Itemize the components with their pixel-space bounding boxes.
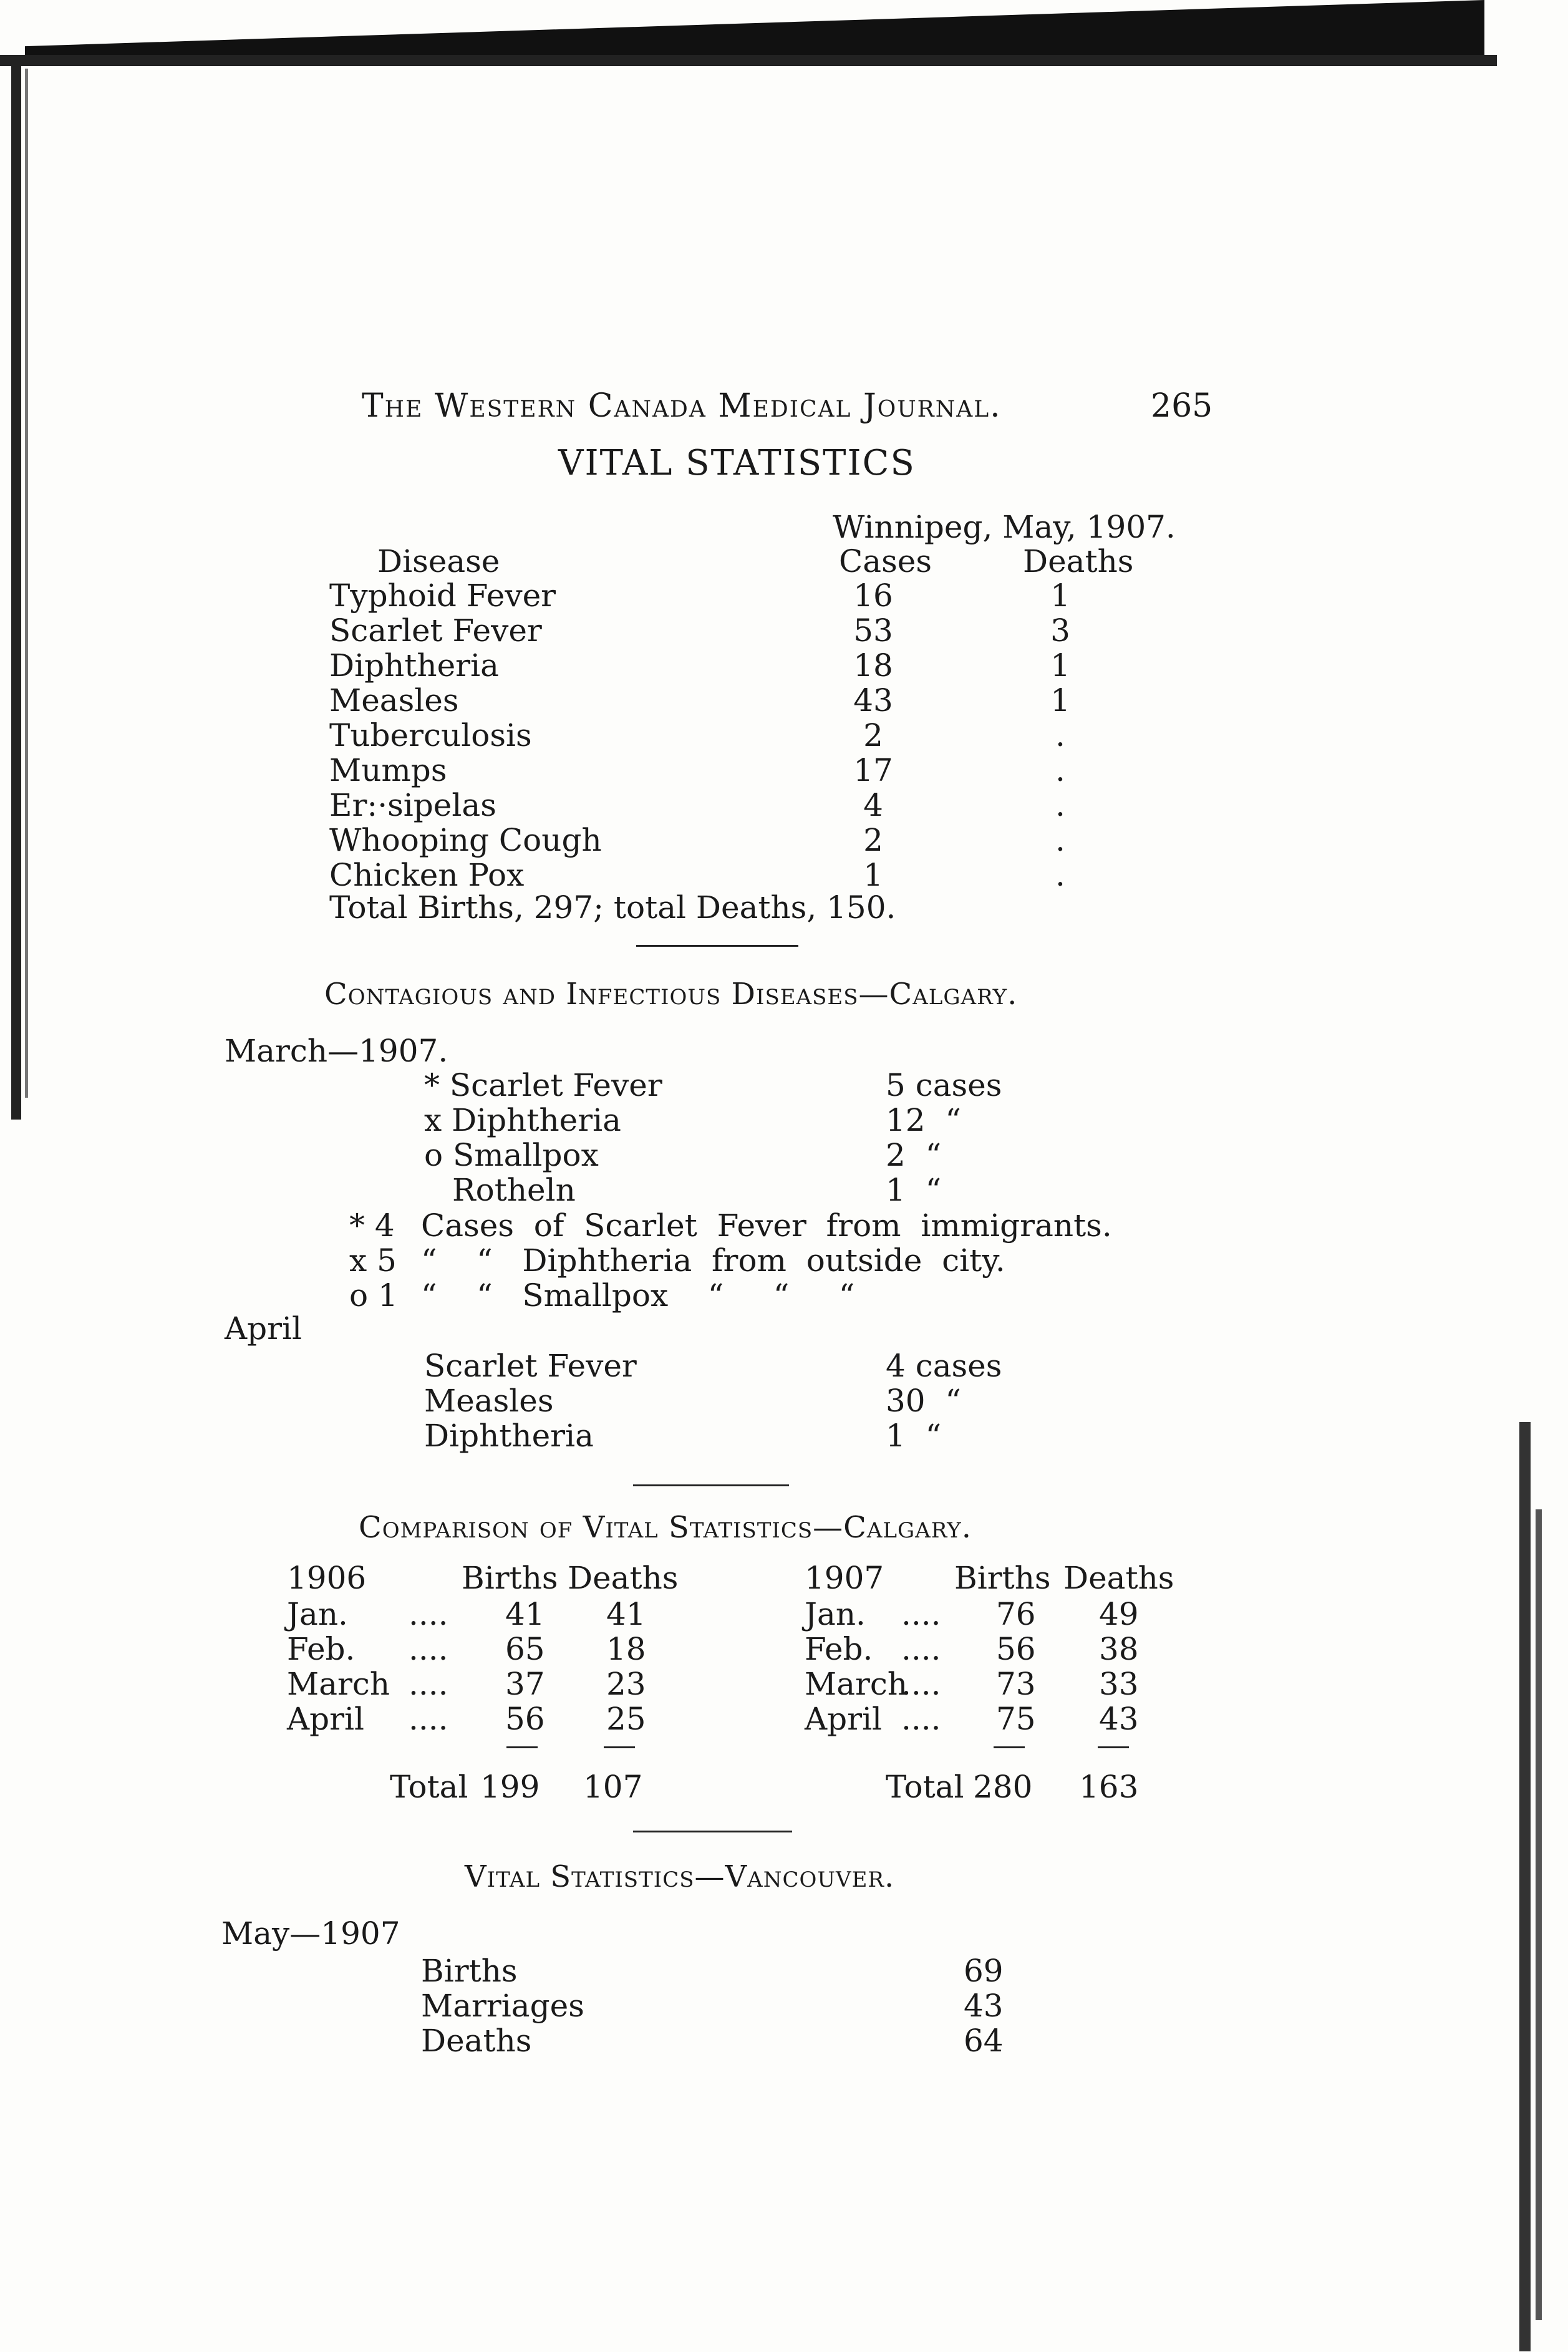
left-births-label: Births	[462, 1560, 558, 1596]
april-disease: Scarlet Fever	[424, 1348, 637, 1384]
april-disease: Measles	[424, 1383, 554, 1419]
left-total-deaths: 107	[583, 1769, 643, 1805]
left-dots: ....	[409, 1701, 448, 1737]
right-deaths-label: Deaths	[1063, 1560, 1174, 1596]
scan-top-edge	[25, 0, 1484, 59]
right-deaths: 43	[1099, 1701, 1139, 1737]
cases-value: 17	[853, 752, 893, 788]
note-mark: * 4	[349, 1207, 395, 1244]
march-count: 2 “	[886, 1137, 942, 1173]
deaths-value: .	[1055, 857, 1065, 893]
cases-value: 4	[863, 787, 883, 823]
scan-top-edge-line	[0, 55, 1497, 66]
divider	[633, 1484, 789, 1486]
deaths-value: .	[1055, 822, 1065, 858]
vancouver-period: May—1907	[221, 1915, 400, 1952]
march-disease: Rotheln	[452, 1172, 576, 1208]
right-births: 73	[996, 1666, 1036, 1702]
cases-value: 2	[863, 822, 883, 858]
page-number: 265	[1151, 387, 1213, 425]
disease-name: Diphtheria	[329, 647, 499, 684]
note-text: “ “ Smallpox “ “ “	[421, 1277, 855, 1314]
disease-name: Chicken Pox	[329, 857, 525, 893]
note-text: Cases of Scarlet Fever from immigrants.	[421, 1207, 1112, 1244]
disease-name: Er:·sipelas	[329, 787, 496, 823]
col-disease: Disease	[377, 543, 500, 579]
right-deaths: 49	[1099, 1596, 1139, 1632]
sum-rule	[506, 1746, 538, 1748]
right-month: March	[805, 1666, 908, 1702]
page-title: VITAL STATISTICS	[558, 443, 916, 483]
sum-rule	[994, 1746, 1025, 1748]
right-births: 75	[996, 1701, 1036, 1737]
march-count: 12 “	[886, 1102, 961, 1138]
deaths-value: 1	[1050, 682, 1070, 719]
journal-header: The Western Canada Medical Journal.	[362, 387, 1002, 425]
disease-name: Mumps	[329, 752, 447, 788]
march-count: 5 cases	[886, 1067, 1002, 1103]
vancouver-value: 69	[964, 1953, 1004, 1989]
winnipeg-location-date: Winnipeg, May, 1907.	[833, 509, 1176, 545]
vancouver-label: Births	[421, 1953, 518, 1989]
left-dots: ....	[409, 1631, 448, 1667]
right-month: Feb.	[805, 1631, 873, 1667]
march-disease: * Scarlet Fever	[424, 1067, 662, 1103]
cases-value: 16	[853, 578, 893, 614]
sum-rule	[1098, 1746, 1129, 1748]
right-total-deaths: 163	[1079, 1769, 1139, 1805]
cases-value: 2	[863, 717, 883, 753]
vancouver-value: 43	[964, 1988, 1004, 2024]
cases-value: 1	[863, 857, 883, 893]
left-month: March	[287, 1666, 390, 1702]
calgary-contagious-heading: Contagious and Infectious Diseases—Calgary.	[324, 977, 1018, 1012]
right-dots: ....	[901, 1666, 941, 1702]
scan-left-edge-line	[25, 69, 28, 1098]
left-births: 65	[505, 1631, 545, 1667]
deaths-value: 1	[1050, 647, 1070, 684]
april-count: 4 cases	[886, 1348, 1002, 1384]
right-total-births: 280	[973, 1769, 1033, 1805]
right-dots: ....	[901, 1596, 941, 1632]
divider	[636, 945, 798, 947]
april-count: 1 “	[886, 1418, 942, 1454]
right-births-label: Births	[954, 1560, 1051, 1596]
cases-value: 43	[853, 682, 893, 719]
winnipeg-totals: Total Births, 297; total Deaths, 150.	[329, 889, 896, 926]
right-dots: ....	[901, 1701, 941, 1737]
right-month: Jan.	[805, 1596, 866, 1632]
scan-left-edge	[11, 59, 21, 1120]
scan-right-edge	[1519, 1422, 1531, 2351]
april-disease: Diphtheria	[424, 1418, 594, 1454]
march-disease: o Smallpox	[424, 1137, 599, 1173]
deaths-value: 3	[1050, 612, 1070, 649]
left-deaths: 41	[606, 1596, 646, 1632]
march-label: March—1907.	[225, 1033, 448, 1069]
left-births: 56	[505, 1701, 545, 1737]
march-disease: x Diphtheria	[424, 1102, 621, 1138]
left-month: April	[287, 1701, 364, 1737]
right-deaths: 33	[1099, 1666, 1139, 1702]
disease-name: Whooping Cough	[329, 822, 602, 858]
divider	[633, 1831, 792, 1832]
right-total-label: Total	[886, 1769, 964, 1805]
disease-name: Scarlet Fever	[329, 612, 542, 649]
deaths-value: .	[1055, 787, 1065, 823]
vancouver-label: Deaths	[421, 2023, 532, 2059]
vancouver-label: Marriages	[421, 1988, 584, 2024]
march-count: 1 “	[886, 1172, 942, 1208]
vancouver-heading: Vital Statistics—Vancouver.	[465, 1859, 895, 1894]
left-month: Feb.	[287, 1631, 356, 1667]
left-total-births: 199	[480, 1769, 540, 1805]
left-deaths: 18	[606, 1631, 646, 1667]
left-deaths: 23	[606, 1666, 646, 1702]
calgary-comparison-heading: Comparison of Vital Statistics—Calgary.	[359, 1510, 972, 1545]
deaths-value: .	[1055, 717, 1065, 753]
left-year: 1906	[287, 1560, 367, 1596]
deaths-value: .	[1055, 752, 1065, 788]
cases-value: 18	[853, 647, 893, 684]
left-month: Jan.	[287, 1596, 348, 1632]
left-dots: ....	[409, 1596, 448, 1632]
left-total-label: Total	[390, 1769, 468, 1805]
right-dots: ....	[901, 1631, 941, 1667]
right-births: 56	[996, 1631, 1036, 1667]
col-deaths: Deaths	[1023, 543, 1134, 579]
sum-rule	[604, 1746, 635, 1748]
note-mark: o 1	[349, 1277, 398, 1314]
right-births: 76	[996, 1596, 1036, 1632]
right-deaths: 38	[1099, 1631, 1139, 1667]
disease-name: Typhoid Fever	[329, 578, 556, 614]
left-deaths: 25	[606, 1701, 646, 1737]
left-births: 41	[505, 1596, 545, 1632]
scan-right-edge-line	[1536, 1509, 1542, 2320]
vancouver-value: 64	[964, 2023, 1004, 2059]
left-dots: ....	[409, 1666, 448, 1702]
note-mark: x 5	[349, 1242, 397, 1279]
cases-value: 53	[853, 612, 893, 649]
deaths-value: 1	[1050, 578, 1070, 614]
april-label: April	[225, 1310, 302, 1347]
right-month: April	[805, 1701, 882, 1737]
disease-name: Tuberculosis	[329, 717, 532, 753]
april-count: 30 “	[886, 1383, 961, 1419]
disease-name: Measles	[329, 682, 459, 719]
note-text: “ “ Diphtheria from outside city.	[421, 1242, 1005, 1279]
col-cases: Cases	[839, 543, 932, 579]
right-year: 1907	[805, 1560, 884, 1596]
left-births: 37	[505, 1666, 545, 1702]
left-deaths-label: Deaths	[568, 1560, 679, 1596]
